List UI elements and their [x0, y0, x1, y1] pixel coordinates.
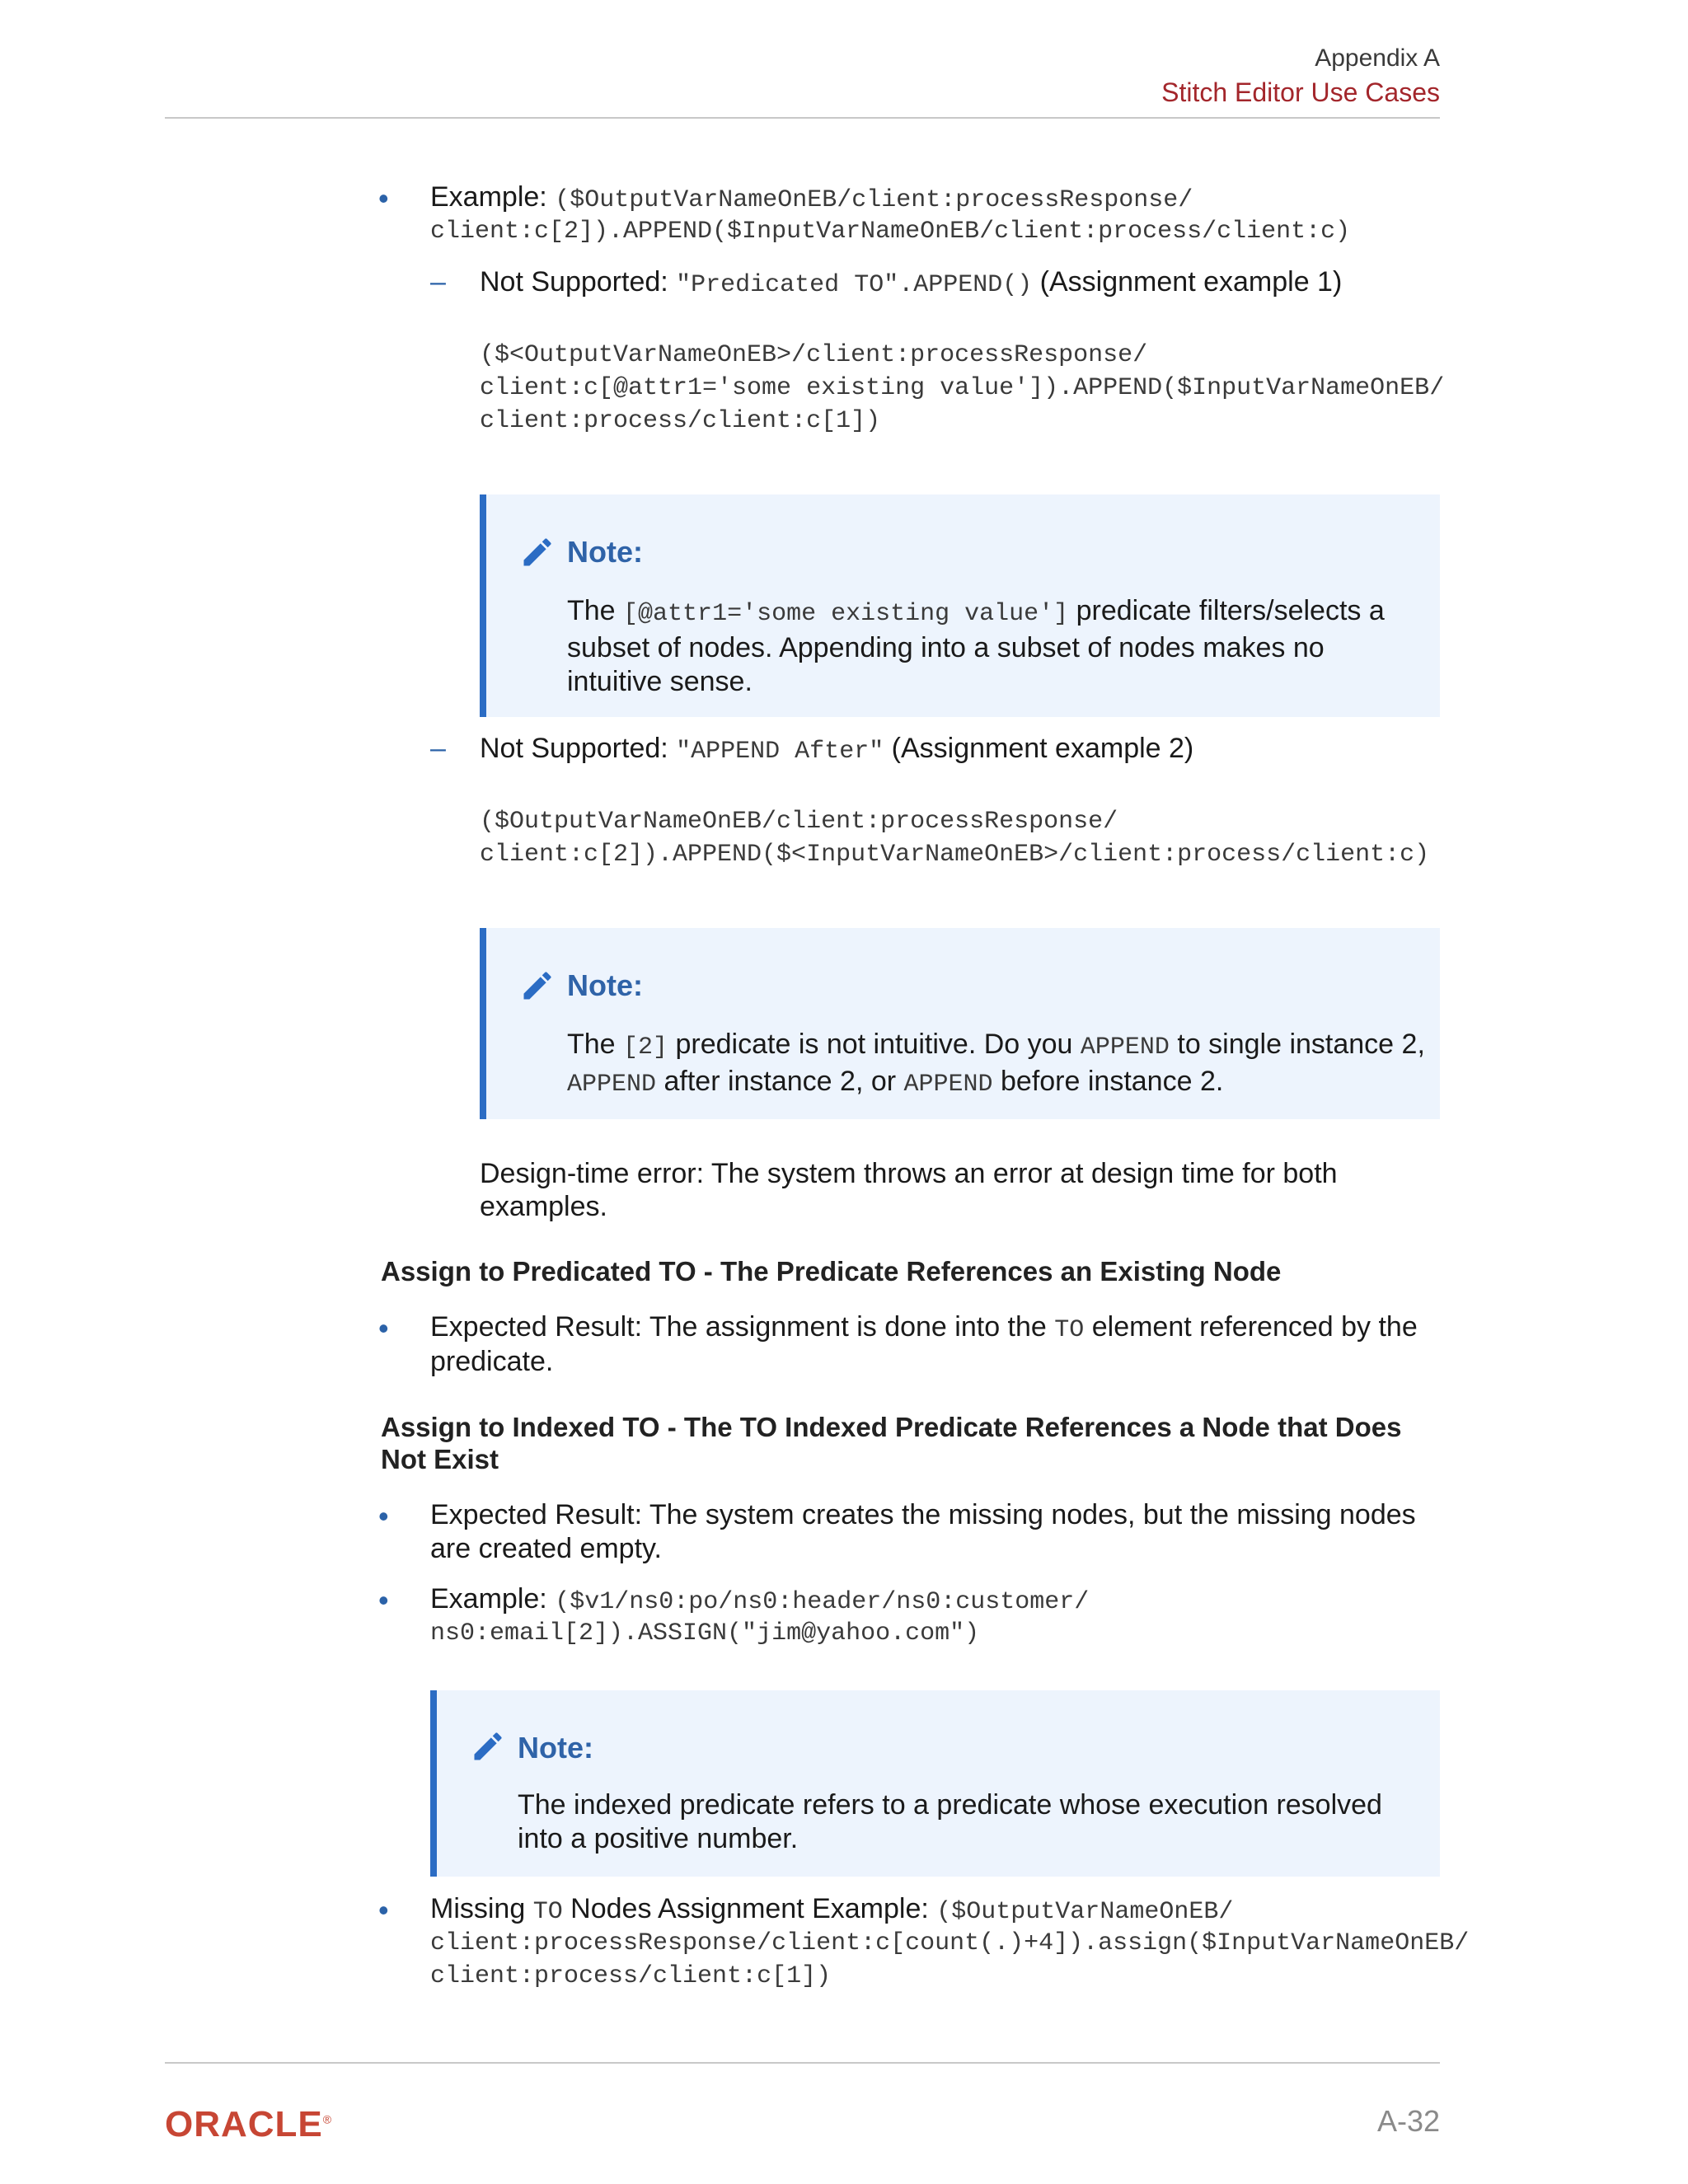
note-text — [567, 594, 1424, 699]
not-supported-label: Not Supported: — [480, 266, 677, 298]
note-text-part: The — [567, 1029, 624, 1060]
note-text-part: The — [567, 595, 624, 626]
page-number: A-32 — [1376, 2104, 1440, 2138]
dash-bullet: – — [430, 266, 446, 298]
note-code: APPEND — [903, 1071, 993, 1099]
note-title: Note: — [567, 968, 643, 1002]
inline-code: TO — [532, 1898, 563, 1926]
bullet: • — [378, 1893, 389, 1927]
example-code: ($OutputVarNameOnEB/client:processResponse/ — [555, 186, 1193, 214]
code-line: client:c[@attr1='some existing value']).APPEND($InputVarNameOnEB/ — [480, 374, 1445, 402]
example-code-cont: client:processResponse/client:c[count(.)+4]).assign($InputVarNameOnEB/ — [430, 1929, 1470, 1957]
code-line: ($<OutputVarNameOnEB>/client:processResponse/ — [480, 341, 1148, 369]
note-text — [518, 1788, 1424, 1856]
list-text: Expected Result: The assignment is done into the — [430, 1311, 1055, 1343]
note-text-part: before instance 2. — [992, 1066, 1224, 1097]
running-header — [1161, 43, 1440, 109]
note-text — [567, 1028, 1432, 1102]
note-text-part: predicate is not intuitive. Do you — [668, 1029, 1081, 1060]
note-text-part: predicate filters/selects a — [1068, 595, 1385, 626]
note-box — [480, 928, 1440, 1119]
not-supported-code: "Predicated TO".APPEND() — [676, 271, 1033, 299]
section-heading: Assign to Indexed TO - The TO Indexed Predicate References a Node that Does — [381, 1412, 1402, 1442]
not-supported-code: "APPEND After" — [676, 738, 884, 766]
appendix-label: Appendix A — [1315, 45, 1440, 72]
note-text-part: intuitive sense. — [567, 666, 753, 697]
note-text-part: The indexed predicate refers to a predicate whose execution resolved — [518, 1789, 1382, 1821]
note-code: [2] — [623, 1033, 668, 1062]
not-supported-label: Not Supported: — [480, 733, 677, 764]
example-code-cont: client:process/client:c[1]) — [430, 1962, 832, 1990]
list-item — [430, 1892, 1233, 1929]
code-line: ($OutputVarNameOnEB/client:processResponse/ — [480, 808, 1118, 836]
list-text: Nodes Assignment Example: — [562, 1893, 937, 1924]
list-text: Missing — [430, 1893, 533, 1924]
pencil-icon — [519, 968, 556, 1004]
list-item — [430, 1582, 1089, 1619]
sub-list-item — [480, 732, 1193, 768]
paragraph-line: examples. — [480, 1191, 607, 1222]
list-item — [430, 1310, 1418, 1347]
pencil-icon — [519, 534, 556, 570]
pencil-icon — [470, 1728, 506, 1765]
note-code: APPEND — [567, 1071, 657, 1099]
note-text-part: to single instance 2, — [1169, 1029, 1425, 1060]
list-text: predicate. — [430, 1346, 554, 1377]
example-code: ($OutputVarNameOnEB/ — [936, 1898, 1234, 1926]
inline-code: TO — [1054, 1316, 1085, 1344]
example-code-cont: ns0:email[2]).ASSIGN("jim@yahoo.com") — [430, 1619, 980, 1647]
sub-list-item — [480, 265, 1342, 302]
code-line: client:c[2]).APPEND($<InputVarNameOnEB>/client:process/client:c) — [480, 841, 1430, 869]
example-label: Example: — [430, 1583, 556, 1615]
list-text: are created empty. — [430, 1533, 662, 1564]
example-label: Example: — [430, 181, 556, 213]
list-text: element referenced by the — [1084, 1311, 1418, 1343]
dash-bullet: – — [430, 733, 446, 764]
footer-rule — [165, 2062, 1440, 2064]
header-rule — [165, 117, 1440, 119]
note-text-part: subset of nodes. Appending into a subset of nodes makes no — [567, 632, 1325, 663]
bullet: • — [378, 181, 389, 215]
bullet: • — [378, 1583, 389, 1617]
not-supported-tail: (Assignment example 2) — [884, 733, 1194, 764]
logo-text: ORACLE — [165, 2104, 323, 2144]
section-heading: Assign to Predicated TO - The Predicate References an Existing Node — [381, 1256, 1282, 1286]
section-heading: Not Exist — [381, 1444, 499, 1474]
note-box — [430, 1690, 1440, 1877]
bullet: • — [378, 1499, 389, 1533]
list-text: Expected Result: The system creates the missing nodes, but the missing nodes — [430, 1499, 1416, 1530]
section-title: Stitch Editor Use Cases — [1161, 77, 1440, 107]
note-text-part: after instance 2, or — [656, 1066, 904, 1097]
note-title: Note: — [518, 1731, 593, 1765]
not-supported-tail: (Assignment example 1) — [1032, 266, 1343, 298]
note-text-part: into a positive number. — [518, 1823, 799, 1854]
note-code: [@attr1='some existing value'] — [623, 600, 1069, 628]
paragraph-line: Design-time error: The system throws an error at design time for both — [480, 1158, 1338, 1189]
note-title: Note: — [567, 535, 643, 569]
note-box — [480, 494, 1440, 717]
bullet: • — [378, 1311, 389, 1345]
example-code-cont: client:c[2]).APPEND($InputVarNameOnEB/client:process/client:c) — [430, 218, 1351, 246]
list-item — [430, 180, 1193, 217]
code-line: client:process/client:c[1]) — [480, 407, 881, 435]
example-code: ($v1/ns0:po/ns0:header/ns0:customer/ — [555, 1588, 1090, 1616]
note-code: APPEND — [1080, 1033, 1170, 1062]
logo-mark: ® — [322, 2112, 333, 2126]
oracle-logo — [165, 2104, 332, 2145]
